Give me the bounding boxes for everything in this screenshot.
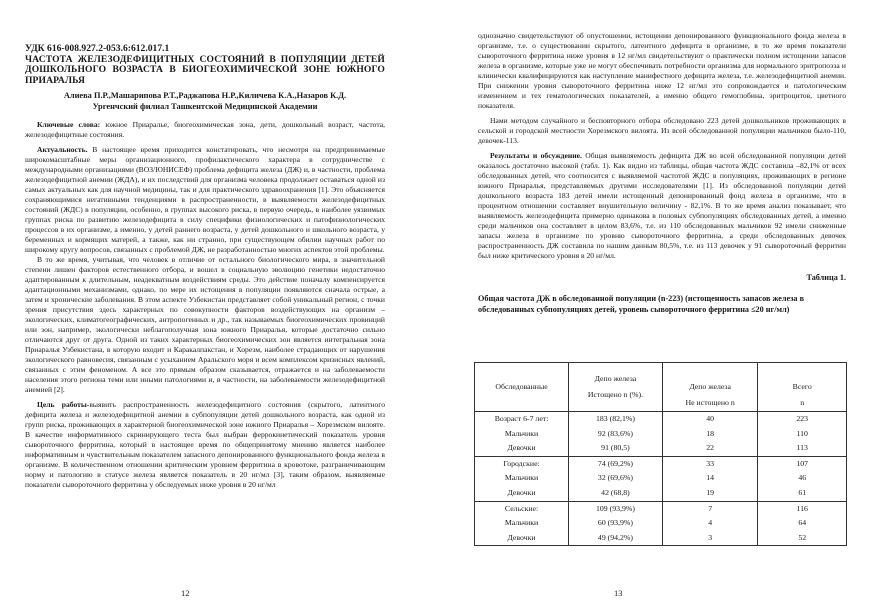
table-row: Мальчики 60 (93,9%) 4 64 (475, 516, 847, 531)
keywords-paragraph (25, 120, 385, 140)
relevance-label: Актуальность. (37, 145, 88, 155)
author-list: Алиева П.Р.,Машарипова Р.Т.,Раджапова Н.Р.,Киличева К.А.,Назаров К.Д. (63, 91, 347, 101)
table-row: Городские: 74 (69,2%) 33 107 (475, 456, 847, 471)
results-paragraph (478, 151, 846, 261)
table-row: Мальчики 92 (83,6%) 18 110 (475, 427, 847, 442)
ferritin-paragraph: однозначно свидетельствуют об опустошении, истощении депонированного функционального фонда железа в организме, т.е. о существовании скрытого, латентного дефицита в организме, в то же время показатели сывороточного ферритина ниже уровня в 12 нг/мл свидетельствуют о практически полном истощении запасов железа в организме, которые уже не могут обеспечивать потребности организма для нормального эритропоэза и клинически квалифицируются как наступление манифестного дефицита железа, т.е. железодефицитной анемии. При снижении уровня сывороточного ферритина ниже 12 нг/мл это сопровождается и патологическим изменением и тех гематологических показателей, а именно общего гемоглобина, эритроцитов, цветного показателя. (478, 31, 846, 110)
results-label: Результаты и обсуждение. (490, 151, 582, 160)
method-paragraph: Нами методом случайного и бесповторного отбора обследовано 223 детей дошкольников проживающих в сельской и городской местности Хорезмского вилоята. Из всей обследованной популяции мальчиков было-110, девочек-113. (478, 116, 846, 145)
keywords-text: южное Приаралье, биогеохимическая зона, дети, дошкольный возраст, частота, железодефицитные состояния. (25, 120, 386, 140)
table-title: Общая частота ДЖ в обследованной популяции (n-223) (истощенность запасов железа в обследованных субпопуляциях детей, уровень сывороточного ферритина ≤20 нг/мл) (478, 294, 804, 314)
affiliation: Ургенчский филиал Ташкентской Медицинской Академии (92, 101, 318, 111)
header-examined: Обследованные (475, 363, 569, 412)
page-number-right: 13 (614, 588, 623, 598)
aim-label: Цель работы- (37, 400, 90, 410)
table-row: Мальчики 32 (69,6%) 14 46 (475, 471, 847, 486)
right-column (478, 31, 846, 315)
authors (25, 91, 385, 112)
header-not-depleted: Депо железа Не истощено n (662, 363, 758, 412)
table-row: Возраст 6-7 лет: 183 (82,1%) 40 223 (475, 412, 847, 427)
left-column (25, 44, 385, 490)
udk-code: УДК 616-008.927.2-053.6:612.017.1 (25, 43, 170, 54)
data-table (474, 362, 847, 546)
results-text: Общая выявляемость дефицита ДЖ во всей обследованной популяции детей оказалось достаточно высокой (табл. 1). Как видно из таблицы, общая частота ЖДС составила –82,1% от всех обследованных детей, что соотносится с выявляемой частотой ЖДС в популяциях, проживающих в регионе южного Приаралья, представляемых другими исследователями [1]. Из обследованной популяции детей дошкольного возраста 183 детей имели истощенный депонированный фонд железа в организме, что в процентном отношении составляет внушительную величину - 82,1%. В то же время анализ показывает, что выявляемость железодефицита примерно одинакова в половых субпопуляциях обследованных детей, а именно среди мальчиков она составляет в целом 83,6%, т.е. из 110 обследованных мальчиков 92 имели сниженные запасы железа в организме по уровню сывороточного ферритина, а среди обследованных девочек распространенность ДЖ составила по нашим данным 80,5%, т.е. из 113 девочек у 91 сывороточный ферритин был ниже критического уровня в 20 нг/мл. (478, 151, 846, 260)
page-number-left: 12 (181, 588, 190, 598)
page-right (440, 0, 870, 616)
header-total: Всего n (758, 363, 847, 412)
table-row: Сельские: 109 (93,9%) 7 116 (475, 501, 847, 516)
aim-paragraph (25, 400, 385, 490)
aim-text: выявить распространенность железодефицитного состояния (скрытого, латентного дефицита железа и железодефицитной анемии в субпопуляции детей дошкольного возраста, как одной из групп риска, проживающих в характерной биогеохимической зоне южного Приаралья – Хорезмском вилояте. В качестве информативного скринирующего теста был выбран феррокинетический показатель уровня сывороточного ферритина, который в настоящее время по общепринятому мнению является наиболее информативным и чувствительным показателем запасного депонированного функционального фонда железа в организме. В количественном отношении критическим уровнем ферритина в кровотоке, разграничивающим норму и патологию в статусе железа является показатель в 20 нг/мл [3], таким образом, выявляемые показатели сывороточного ферритина у обследуемых ниже уровня в 20 нг/мл (25, 400, 385, 490)
context-paragraph: В то же время, учитывая, что человек в отличие от остального биологического мира, в значительной степени лишен факторов естественного отбора, и вошел в социальную эволюцию генетики недостаточно адаптированным к длительным, неадекватным воздействиям среды. Это действие поначалу компенсируется адаптационными механизмами, однако, по мере их истощения в популяции появляются сначала острые, а затем и хронические заболевания. В этом аспекте Узбекистан представляет собой уникальный регион, с точки зрения присутствия здесь характерных по совокупности факторов воздействующих на организм – экологических, климатогеографических, антропогенных и др., так называемых биогеохимических провинций или зон, например, экологически неблагополучная зона южного Приаралья, которые достаточно сильно отличаются друг от друга. Одной из таких характерных биогеохимических зон является интегральная зона Приаралья Узбекистана, в которую входит и Каракалпакстан, и Хорезм, наиболее страдающих от нарушения экологического равновесия, связанным с усыханием Аральского моря и всем комплексом кризисных явлений, связанных с этим феноменом. А все это прямым образом сказывается, отражается и на заболеваемости населения этого региона теми или иными патологиями и, в частности, на заболеваемости железодефицитной анемией [2]. (25, 255, 385, 395)
header-depleted: Депо железа Истощено n (%). (569, 363, 663, 412)
relevance-text: В настоящее время приходится констатировать, что несмотря на предпринимаемые широкомасштабные меры организационного, профилактического характера в сотрудничестве с международными организациями (ВОЗ/ЮНИСЕФ) проблема дефицита железа (ДЖ) и, в частности, проблема железодефицитной анемии (ЖДА), и их последствий для организма человека продолжает оставаться одной из самых актуальных как для научной медицины, так и для практического здравоохранения [1]. Это объясняется сохраняющимися негативными тенденциями в распространенности, в выявляемости железодефицитных состояний (ЖДС) в популяции, особенно, в группах высокого риска, в первую очередь, в наиболее уязвимых группах риска по развитию железодефицита в силу специфики физиологических и патофизиологических процессов в их организме, а именно, у детей раннего возраста, у детей дошкольного и школьного возраста, у беременных и кормящих матерей, а также, как ни странно, при существующем обилии научных работ по широкому кругу вопросов, связанных с проблемой ДЖ, не разработанностью многих аспектов этой проблемы. (25, 145, 385, 255)
table-row: Девочки 42 (68,8) 19 61 (475, 486, 847, 501)
table-number: Таблица 1. (806, 273, 846, 282)
keywords-label: Ключевые слова: (37, 120, 101, 130)
relevance-paragraph (25, 145, 385, 255)
article-title: ЧАСТОТА ЖЕЛЕЗОДЕФИЦИТНЫХ СОСТОЯНИЙ В ПОПУЛЯЦИИ ДЕТЕЙ ДОШКОЛЬНОГО ВОЗРАСТА В БИОГЕОХИМИЧЕСКОЙ ЗОНЕ ЮЖНОГО ПРИАРАЛЬЯ (25, 53, 385, 86)
table-row: Девочки 49 (94,2%) 3 52 (475, 531, 847, 546)
table-header-row (475, 363, 847, 412)
table-row: Девочки 91 (80,5) 22 113 (475, 441, 847, 456)
